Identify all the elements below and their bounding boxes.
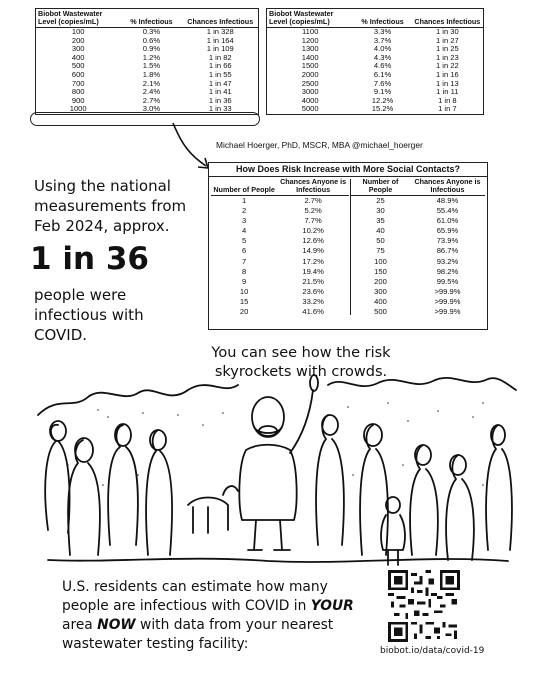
table-row: [351, 267, 485, 277]
table-cell: 600: [71, 69, 85, 79]
table-cell: 1 in 109: [206, 44, 234, 54]
table-cell: 55.4%: [436, 206, 459, 216]
table-cell: 6: [242, 246, 247, 256]
table-cell: 7.7%: [304, 216, 322, 226]
table-cell: 2: [242, 206, 247, 216]
now-emphasis: NOW: [97, 617, 136, 633]
table-cell: 100: [71, 27, 85, 36]
table-row: [351, 257, 485, 267]
table-cell: 35: [376, 216, 385, 226]
wastewater-table-right: [266, 8, 484, 115]
table-cell: 1 in 41: [208, 87, 232, 97]
table-cell: >99.9%: [434, 296, 461, 306]
table-cell: 2000: [301, 69, 319, 79]
crowd-illustration: [28, 355, 518, 570]
header-level: Biobot Wastewater Level (copies/mL): [38, 9, 103, 26]
table-cell: 14.9%: [302, 246, 324, 256]
table-cell: 200: [71, 35, 85, 45]
table-cell: 15: [239, 296, 249, 306]
table-cell: 0.6%: [142, 35, 161, 45]
table-row: [211, 236, 349, 246]
table-cell: 33.2%: [302, 296, 324, 306]
qr-code-icon[interactable]: [388, 570, 460, 642]
wastewater-table-left: [35, 8, 259, 115]
table-cell: 1.8%: [142, 69, 161, 79]
table-cell: 1200: [301, 35, 319, 45]
table-cell: 900: [71, 95, 85, 105]
table-row: [351, 297, 485, 307]
risk-table: [208, 162, 488, 330]
table-cell: 1 in 16: [435, 69, 459, 79]
table-cell: 4.0%: [373, 44, 392, 54]
table-cell: 1 in 22: [435, 61, 459, 71]
table-cell: 7: [242, 256, 247, 266]
table-cell: 12.2%: [371, 95, 394, 105]
table-cell: 48.9%: [436, 196, 459, 205]
table-row: [351, 287, 485, 297]
table-cell: 40: [376, 226, 385, 236]
table-row: [211, 297, 349, 307]
table-cell: 1 in 33: [208, 104, 232, 114]
table-cell: 2.7%: [142, 95, 161, 105]
table-cell: 98.2%: [436, 266, 459, 276]
table-cell: 1 in 25: [435, 44, 459, 54]
table-cell: 800: [71, 87, 85, 97]
table-cell: 2.4%: [142, 87, 161, 97]
bottom-text-part2: area: [62, 617, 98, 633]
risk-table-title: How Does Risk Increase with More Social Contacts?: [209, 163, 487, 177]
table-cell: >99.9%: [434, 307, 461, 317]
table-cell: 4: [242, 226, 247, 236]
table-row: [351, 246, 485, 256]
table-cell: 500: [374, 307, 387, 317]
table-cell: 150: [374, 266, 387, 276]
table-cell: 25: [376, 196, 385, 205]
table-cell: 6.1%: [373, 69, 392, 79]
table-cell: 3: [242, 216, 247, 226]
table-cell: 8: [242, 266, 247, 276]
table-cell: 2500: [301, 78, 319, 88]
table-cell: 9.1%: [373, 87, 392, 97]
your-emphasis: YOUR: [310, 598, 354, 614]
header-percent: % Infectious: [361, 17, 404, 26]
table-row: [211, 257, 349, 267]
highlight-ellipse: [30, 112, 260, 126]
table-cell: 1 in 7: [438, 104, 457, 114]
table-cell: 100: [374, 256, 387, 266]
bottom-text-part3: with data from your nearest wastewater testing facility:: [62, 617, 334, 652]
big-stat: 1 in 36: [30, 241, 149, 277]
header-chances-anyone: Chances Anyone is Infectious: [280, 177, 347, 194]
table-cell: 1.5%: [142, 61, 161, 71]
table-cell: 86.7%: [436, 246, 459, 256]
table-cell: 9: [242, 276, 247, 286]
table-cell: 1 in 164: [206, 35, 234, 45]
table-cell: 1400: [301, 52, 319, 62]
table-cell: 10.2%: [302, 226, 324, 236]
table-cell: 65.9%: [436, 226, 459, 236]
table-cell: 1300: [301, 44, 319, 54]
table-row: [351, 216, 485, 226]
table-row: [351, 236, 485, 246]
table-row: [211, 267, 349, 277]
table-cell: 0.9%: [142, 44, 161, 54]
table-cell: 1 in 82: [208, 52, 232, 62]
risk-table-left: [211, 177, 349, 317]
table-row: [351, 307, 485, 317]
table-cell: 4.6%: [373, 61, 392, 71]
table-cell: 1.2%: [142, 52, 161, 62]
table-cell: 1000: [69, 104, 87, 114]
table-cell: 5.2%: [304, 206, 322, 216]
header-chances: Chances Infectious: [187, 17, 254, 26]
table-cell: 3.3%: [373, 27, 392, 36]
table-cell: 2.7%: [304, 196, 322, 205]
table-cell: 4000: [301, 95, 319, 105]
table-row: [211, 206, 349, 216]
table-cell: 20: [239, 307, 249, 317]
header-level: Biobot Wastewater Level (copies/mL): [269, 9, 334, 26]
table-cell: 1 in 36: [208, 95, 232, 105]
table-cell: 300: [71, 44, 85, 54]
table-cell: 1 in 30: [435, 27, 459, 36]
header-chances-anyone: Chances Anyone is Infectious: [414, 177, 481, 194]
risk-table-right: [351, 177, 485, 317]
qr-url[interactable]: biobot.io/data/covid-19: [380, 646, 485, 656]
table-row: [211, 287, 349, 297]
outro-text: people were infectious with COVID.: [34, 286, 144, 344]
table-cell: 0.3%: [142, 27, 161, 36]
table-cell: 21.5%: [302, 276, 324, 286]
table-cell: 73.9%: [436, 236, 459, 246]
table-cell: 2.1%: [142, 78, 161, 88]
table-row: [351, 226, 485, 236]
table-cell: 500: [71, 61, 85, 71]
table-cell: 400: [374, 296, 387, 306]
table-row: [211, 307, 349, 317]
table-row: [211, 226, 349, 236]
table-row: [351, 196, 485, 207]
table-cell: 10: [239, 286, 249, 296]
table-cell: 1 in 8: [438, 95, 457, 105]
table-cell: 19.4%: [302, 266, 324, 276]
table-cell: 23.6%: [302, 286, 324, 296]
table-cell: 3.0%: [142, 104, 161, 114]
table-cell: 3.7%: [373, 35, 392, 45]
table-row: [351, 277, 485, 287]
table-cell: 5: [242, 236, 247, 246]
table-cell: 400: [71, 52, 85, 62]
table-cell: 1: [242, 196, 247, 205]
bottom-text: [62, 578, 362, 654]
table-cell: 1100: [302, 27, 319, 36]
table-cell: 3000: [301, 87, 319, 97]
table-cell: 50: [376, 236, 385, 246]
table-row: [211, 216, 349, 226]
table-cell: 4.3%: [373, 52, 392, 62]
table-cell: 300: [374, 286, 387, 296]
table-cell: 1 in 55: [208, 69, 232, 79]
author-credit: Michael Hoerger, PhD, MSCR, MBA @michael_hoerger: [216, 140, 423, 150]
table-row: [351, 206, 485, 216]
table-cell: 75: [376, 246, 385, 256]
table-cell: 61.0%: [436, 216, 459, 226]
table-row: [211, 246, 349, 256]
table-row: [211, 277, 349, 287]
table-row: [267, 105, 483, 114]
table-cell: 1 in 328: [206, 27, 234, 36]
table-cell: 1 in 47: [208, 78, 232, 88]
table-cell: 1 in 66: [208, 61, 232, 71]
table-cell: 1 in 27: [435, 35, 459, 45]
table-cell: 93.2%: [436, 256, 459, 266]
table-cell: 1 in 23: [435, 52, 459, 62]
table-cell: 12.6%: [302, 236, 324, 246]
table-row: [211, 196, 349, 207]
bottom-text-part1: U.S. residents can estimate how many people are infectious with COVID in: [62, 579, 328, 614]
table-cell: 7.6%: [373, 78, 392, 88]
header-chances: Chances Infectious: [414, 17, 481, 26]
table-cell: 5000: [301, 104, 319, 114]
table-cell: 41.6%: [302, 307, 324, 317]
header-number: Number of People: [213, 185, 275, 194]
table-cell: 15.2%: [371, 104, 394, 114]
table-cell: 700: [71, 78, 85, 88]
table-cell: 1 in 13: [435, 78, 459, 88]
table-cell: 30: [376, 206, 385, 216]
crowd-caption: You can see how the risk skyrockets with crowds.: [211, 345, 391, 380]
table-cell: 17.2%: [302, 256, 324, 266]
table-cell: 1 in 11: [436, 87, 459, 97]
intro-text: Using the national measurements from Feb 2024, approx.: [34, 177, 187, 235]
table-cell: >99.9%: [434, 286, 461, 296]
header-percent: % Infectious: [130, 17, 173, 26]
table-cell: 1500: [301, 61, 319, 71]
header-number: Number of People: [362, 177, 399, 194]
table-cell: 200: [374, 276, 387, 286]
table-cell: 99.5%: [436, 276, 459, 286]
